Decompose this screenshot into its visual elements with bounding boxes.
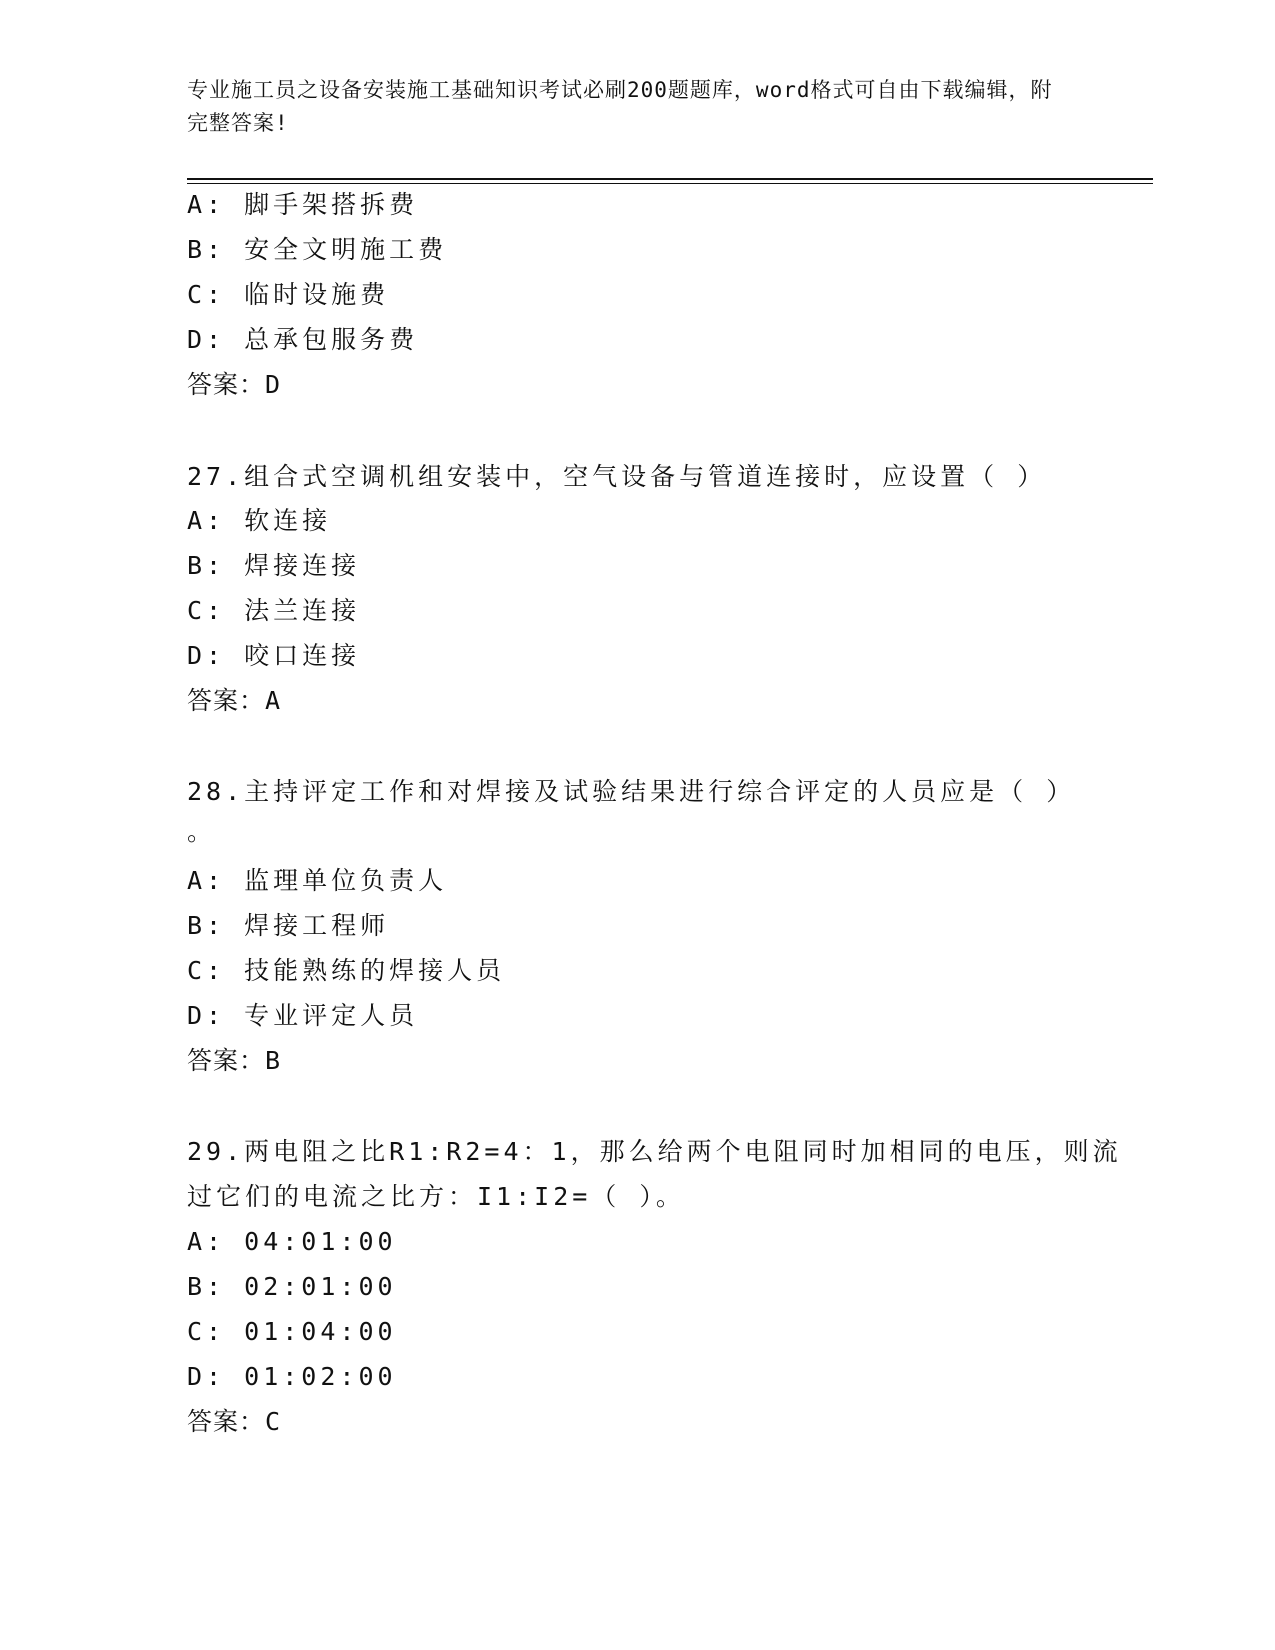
question-stem: 29.两电阻之比R1:R2=4：1，那么给两个电阻同时加相同的电压，则流 [187,1137,1122,1166]
question-stem: 27.组合式空调机组安装中，空气设备与管道连接时，应设置（ ） [187,462,1047,491]
option-c: C: 临时设施费 [187,280,390,309]
option-a: A: 04:01:00 [187,1227,397,1256]
option-d: D: 咬口连接 [187,641,361,670]
option-b: B: 焊接工程师 [187,911,390,940]
option-c: C: 法兰连接 [187,596,361,625]
question-stem-continuation: 。 [187,817,217,846]
header-rule-thick [187,178,1153,180]
option-b: B: 焊接连接 [187,551,361,580]
option-b: B: 02:01:00 [187,1272,397,1301]
option-d: D: 总承包服务费 [187,325,419,354]
option-a: A: 监理单位负责人 [187,866,448,895]
document-header: 专业施工员之设备安装施工基础知识考试必刷200题题库，word格式可自由下载编辑，附完整答案! [187,78,1053,135]
answer: 答案：C [187,1407,282,1436]
question-stem: 28.主持评定工作和对焊接及试验结果进行综合评定的人员应是（ ） [187,777,1076,806]
answer: 答案：A [187,686,282,715]
option-d: D: 专业评定人员 [187,1001,419,1030]
header-rule-thin [187,183,1153,184]
option-d: D: 01:02:00 [187,1362,397,1391]
option-a: A: 脚手架搭拆费 [187,190,419,219]
answer: 答案：D [187,370,282,399]
option-a: A: 软连接 [187,506,332,535]
option-b: B: 安全文明施工费 [187,235,448,264]
option-c: C: 技能熟练的焊接人员 [187,956,506,985]
question-stem-continuation: 过它们的电流之比方：I1:I2=（ ）。 [187,1182,685,1211]
answer: 答案：B [187,1046,282,1075]
option-c: C: 01:04:00 [187,1317,397,1346]
